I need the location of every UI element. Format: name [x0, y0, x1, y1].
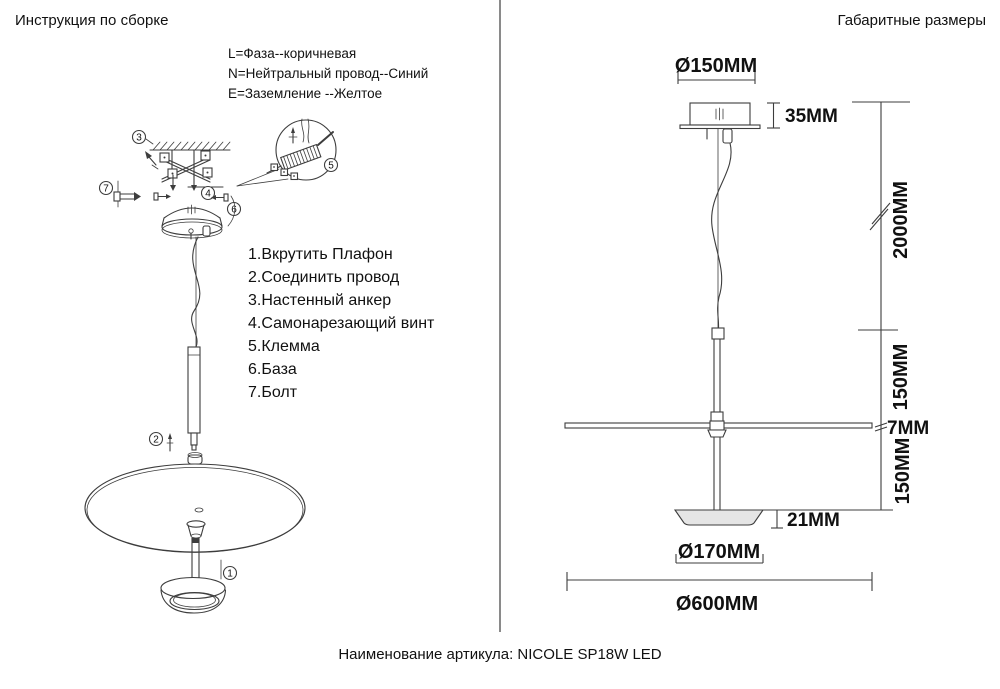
svg-text:150MM: 150MM	[892, 437, 914, 505]
svg-text:1: 1	[227, 568, 233, 580]
terminal-detail-group	[237, 119, 338, 186]
step-item: 5.Клемма	[248, 338, 320, 355]
step-item: 2.Соединить провод	[248, 269, 400, 286]
dim-shade-height	[763, 510, 893, 531]
plate-disc-group	[85, 453, 305, 553]
legend-line-ground: E=Заземление --Желтое	[228, 86, 383, 101]
left-panel-title: Инструкция по сборке	[15, 12, 169, 29]
bolt-group	[100, 181, 142, 207]
step-item: 6.База	[248, 361, 297, 378]
legend-line-phase: L=Фаза--коричневая	[228, 46, 357, 61]
assembly-diagram	[60, 85, 350, 630]
step-item: 3.Настенный анкер	[248, 292, 392, 309]
canopy-drawing	[680, 103, 760, 143]
svg-text:Ø600MM: Ø600MM	[675, 593, 759, 615]
dim-plate-diameter	[567, 572, 872, 615]
dimension-rail	[852, 102, 929, 510]
canopy-base-group	[162, 196, 241, 239]
panel-divider	[499, 0, 501, 632]
dimension-drawing	[540, 40, 960, 630]
rod-group	[150, 347, 201, 451]
article-name: Наименование артикула: NICOLE SP18W LED	[338, 646, 662, 663]
svg-text:7MM: 7MM	[887, 418, 930, 439]
step-item: 7.Болт	[248, 384, 298, 401]
screws-group	[154, 187, 228, 202]
svg-text:4: 4	[205, 188, 211, 200]
right-panel-title: Габаритные размеры	[837, 12, 986, 29]
svg-text:2: 2	[153, 434, 159, 446]
svg-text:5: 5	[328, 160, 334, 172]
svg-text:150MM: 150MM	[890, 343, 912, 411]
svg-text:Ø170MM: Ø170MM	[677, 541, 761, 563]
svg-text:35MM: 35MM	[785, 106, 838, 127]
dim-canopy-diameter	[675, 55, 757, 84]
svg-text:3: 3	[136, 132, 142, 144]
svg-text:2000MM: 2000MM	[890, 181, 912, 259]
svg-text:6: 6	[231, 204, 237, 216]
step-item: 4.Самонарезающий винт	[248, 315, 435, 332]
step-item: 1.Вкрутить Плафон	[248, 246, 393, 263]
suspension-cable-group	[192, 237, 200, 347]
svg-text:21MM: 21MM	[787, 510, 840, 531]
dim-canopy-height	[767, 103, 838, 128]
ceiling-anchor-group	[133, 131, 231, 192]
pendant-drawing	[565, 129, 872, 525]
legend-line-neutral: N=Нейтральный провод--Синий	[228, 66, 429, 81]
dim-shade-diameter	[676, 541, 763, 563]
svg-text:Ø150MM: Ø150MM	[674, 55, 758, 77]
svg-text:7: 7	[103, 183, 109, 195]
